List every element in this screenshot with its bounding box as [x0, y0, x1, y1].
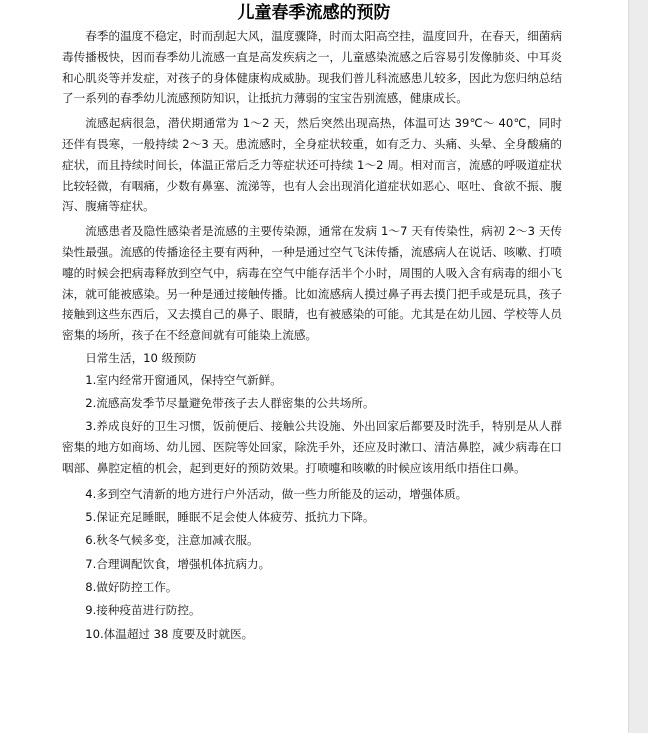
paragraph-symptoms: 流感起病很急，潜伏期通常为 1～2 天，然后突然出现高热，体温可达 39℃～ 40℃，同时还伴有畏寒，一般持续 2～3 天。患流感时，全身症状较重，如有乏力、头痛、头晕、全身酸痛的症状，而且持续时间长，体温正常后乏力等症状还可持续 1～2 周。相对而言，流感的呼吸道症状比较轻微，有咽痛，少数有鼻塞、流涕等，也有人会出现消化道症状如恶心、呕吐、食欲不振、腹泻、腹痛等症状。 — [62, 116, 562, 214]
document-body — [62, 26, 562, 647]
list-item: 6.秋冬气候多变，注意加减衣服。 — [85, 533, 259, 548]
list-item: 8.做好防控工作。 — [85, 579, 178, 594]
list-item: 10.体温超过 38 度要及时就医。 — [85, 626, 254, 641]
list-item: 1.室内经常开窗通风，保持空气新鲜。 — [85, 372, 282, 387]
document-title: 儿童春季流感的预防 — [237, 3, 391, 23]
list-item: 3.养成良好的卫生习惯，饭前便后、接触公共设施、外出回家后都要及时洗手，特别是从人群密集的地方如商场、幼儿园、医院等处回家，除洗手外，还应及时漱口、清洁鼻腔，减少病毒在口咽部、鼻腔定植的机会，起到更好的预防效果。打喷嚏和咳嗽的时候应该用纸巾捂住口鼻。 — [62, 419, 562, 475]
section-heading: 日常生活，10 级预防 — [85, 350, 197, 365]
list-item: 9.接种疫苗进行防控。 — [85, 603, 201, 618]
list-item: 5.保证充足睡眠，睡眠不足会使人体疲劳、抵抗力下降。 — [85, 510, 375, 525]
paragraph-transmission: 流感患者及隐性感染者是流感的主要传染源，通常在发病 1～7 天有传染性，病初 2～3 天传染性最强。流感的传播途径主要有两种，一种是通过空气飞沫传播，流感病人在说话、咳嗽、打喷嚏的时候会把病毒释放到空气中，病毒在空气中能存活半个小时，周围的人吸入含有病毒的细小飞沫，就可能被感染。另一种是通过接触传播。比如流感病人摸过鼻子再去摸门把手或是玩具，孩子接触到这些东西后，又去摸自己的鼻子、眼睛，也有被感染的可能。尤其是在幼儿园、学校等人员密集的场所，孩子在不经意间就有可能染上流感。 — [62, 224, 562, 343]
paragraph-intro: 春季的温度不稳定，时而刮起大风，温度骤降，时而太阳高空挂，温度回升，在春天，细菌病毒传播极快，因而春季幼儿流感一直是高发疾病之一，儿童感染流感之后容易引发像肺炎、中耳炎和心肌炎等并发症，对孩子的身体健康构成威胁。现我们普儿科流感患儿较多，因此为您归纳总结了一系列的春季幼儿流感预防知识，让抵抗力薄弱的宝宝告别流感，健康成长。 — [62, 29, 562, 106]
list-item: 7.合理调配饮食，增强机体抗病力。 — [85, 556, 271, 571]
list-item: 4.多到空气清新的地方进行户外活动，做一些力所能及的运动，增强体质。 — [85, 486, 468, 501]
prevention-list — [62, 370, 562, 645]
list-item: 2.流感高发季节尽量避免带孩子去人群密集的公共场所。 — [85, 396, 375, 411]
scrollbar-track[interactable] — [628, 0, 648, 733]
